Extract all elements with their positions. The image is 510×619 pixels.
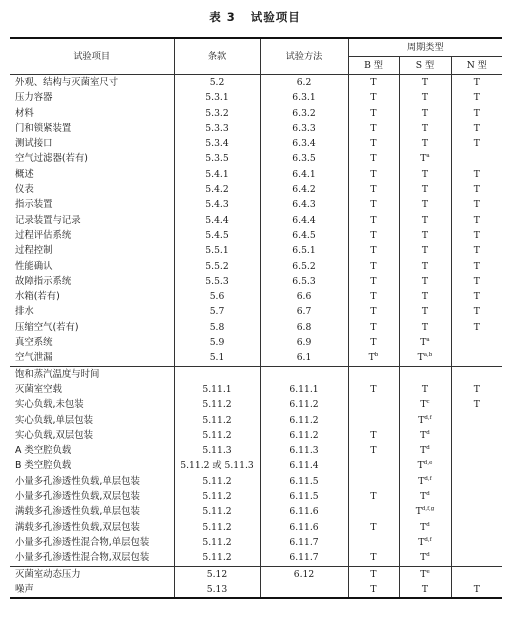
cell-type-b: T — [348, 582, 399, 598]
cell-type-b: T — [348, 489, 399, 504]
footnote-marker: d,e — [423, 460, 433, 467]
cell-type-n: T — [451, 90, 502, 105]
cell-test-item: 记录装置与记录 — [15, 214, 81, 226]
cell-type-s: $T^d$ — [399, 520, 451, 535]
header-type-s: S 型 — [399, 57, 451, 75]
cell-test-method: 6.9 — [260, 335, 348, 350]
cell-test-method: 6.7 — [260, 304, 348, 319]
cell-type-n: T — [451, 182, 502, 197]
table-row — [10, 228, 502, 243]
footnote-marker: a — [426, 337, 430, 344]
cell-type-n: T — [451, 106, 502, 121]
table-row — [10, 75, 502, 91]
cell-test-method: 6.11.5 — [260, 489, 348, 504]
table-row — [10, 382, 502, 397]
cell-type-b: T — [348, 443, 399, 458]
cell-type-n: T — [451, 243, 502, 258]
cell-test-method — [260, 366, 348, 382]
cell-type-s: T$^{a,b}$ — [399, 350, 451, 366]
table-row — [10, 121, 502, 136]
cell-type-s: T$^{d,f,g}$ — [399, 504, 451, 519]
cell-type-n: T — [451, 197, 502, 212]
cell-type-s: T — [399, 304, 451, 319]
cell-test-method: 6.3.3 — [260, 121, 348, 136]
cell-clause: 5.11.2 或 5.11.3 — [174, 458, 260, 473]
cell-clause — [174, 366, 260, 382]
cell-type-s: T — [399, 243, 451, 258]
table-row — [10, 320, 502, 335]
cell-test-method: 6.11.6 — [260, 520, 348, 535]
cell-type-n: T — [451, 382, 502, 397]
cell-type-b — [348, 413, 399, 428]
cell-type-b: T — [348, 167, 399, 182]
cell-test-method: 6.3.1 — [260, 90, 348, 105]
cell-test-item: 性能确认 — [15, 260, 53, 272]
footnote-marker: a,b — [423, 352, 433, 359]
cell-clause: 5.3.1 — [174, 90, 260, 105]
table-row — [10, 428, 502, 443]
cell-test-item: 实心负载,单层包装 — [15, 414, 93, 426]
cell-clause: 5.6 — [174, 289, 260, 304]
cell-type-s: $T^e$ — [399, 566, 451, 582]
cell-type-b: T — [348, 335, 399, 350]
cell-type-b: T — [348, 151, 399, 166]
cell-type-n — [451, 504, 502, 519]
cell-test-method: 6.11.3 — [260, 443, 348, 458]
cell-type-n — [451, 335, 502, 350]
footnote-marker: d — [426, 445, 430, 452]
cell-clause: 5.12 — [174, 566, 260, 582]
cell-type-n — [451, 566, 502, 582]
cell-type-b: T — [348, 90, 399, 105]
cell-test-item: 门和锁紧装置 — [15, 122, 72, 134]
cell-type-b: T — [348, 106, 399, 121]
cell-type-s: $T^c$ — [399, 397, 451, 412]
cell-test-item: 灭菌室空载 — [15, 383, 62, 395]
table-row — [10, 489, 502, 504]
cell-test-item: 空气过滤器(若有) — [15, 153, 88, 165]
test-items-table — [10, 37, 502, 599]
footnote-marker: d — [426, 429, 430, 436]
cell-test-item: 噪声 — [10, 582, 174, 598]
cell-test-item: 故障指示系统 — [15, 275, 72, 287]
cell-type-n: T — [451, 167, 502, 182]
cell-test-method: 6.11.7 — [260, 535, 348, 550]
cell-type-n — [451, 428, 502, 443]
table-row — [10, 136, 502, 151]
cell-test-method: 6.11.1 — [260, 382, 348, 397]
cell-type-s: T$^{d,e}$ — [399, 458, 451, 473]
cell-type-s: T — [399, 382, 451, 397]
table-row — [10, 443, 502, 458]
table-row — [10, 582, 502, 598]
cell-type-b — [348, 535, 399, 550]
cell-clause: 5.8 — [174, 320, 260, 335]
header-type-b: B 型 — [348, 57, 399, 75]
cell-test-method: 6.6 — [260, 289, 348, 304]
footnote-marker: d — [426, 521, 430, 528]
footnote-marker: d,f — [424, 536, 432, 543]
cell-type-s: T — [399, 228, 451, 243]
table-row — [10, 535, 502, 550]
cell-type-n: T — [451, 75, 502, 91]
cell-type-n: T — [451, 121, 502, 136]
cell-clause: 5.11.1 — [174, 382, 260, 397]
table-row — [10, 106, 502, 121]
cell-test-item: 空气泄漏 — [15, 352, 53, 364]
cell-clause: 5.4.4 — [174, 213, 260, 228]
cell-type-b: T — [348, 382, 399, 397]
cell-type-n: T — [451, 320, 502, 335]
table-body — [10, 75, 502, 599]
table-row — [10, 366, 502, 382]
table-row — [10, 335, 502, 350]
cell-test-method: 6.2 — [260, 75, 348, 91]
cell-test-item: 过程评估系统 — [15, 229, 72, 241]
cell-type-n: T — [451, 582, 502, 598]
cell-test-item: 水箱(若有) — [15, 291, 60, 303]
cell-clause: 5.11.2 — [174, 474, 260, 489]
cell-test-item: 指示装置 — [15, 199, 53, 211]
cell-test-method: 6.4.5 — [260, 228, 348, 243]
cell-type-n: T — [451, 213, 502, 228]
table-row — [10, 90, 502, 105]
table-row — [10, 213, 502, 228]
cell-test-method: 6.4.1 — [260, 167, 348, 182]
cell-type-n — [451, 535, 502, 550]
cell-test-method: 6.5.3 — [260, 274, 348, 289]
table-row — [10, 182, 502, 197]
cell-type-n — [451, 520, 502, 535]
table-row — [10, 151, 502, 166]
cell-test-item: 小量多孔渗透性负载,双层包装 — [15, 491, 140, 503]
cell-test-item: 排水 — [15, 306, 34, 318]
cell-test-item: 实心负载,双层包装 — [15, 429, 93, 441]
cell-type-s: T — [399, 75, 451, 91]
cell-type-b: T — [348, 182, 399, 197]
table-row — [10, 197, 502, 212]
table-row — [10, 566, 502, 582]
cell-test-item: 真空系统 — [15, 337, 53, 349]
cell-clause: 5.7 — [174, 304, 260, 319]
cell-type-b — [348, 504, 399, 519]
cell-test-method: 6.3.5 — [260, 151, 348, 166]
cell-type-b: $T^b$ — [348, 350, 399, 366]
cell-test-method: 6.11.2 — [260, 428, 348, 443]
cell-type-n: T — [451, 304, 502, 319]
table-row — [10, 167, 502, 182]
cell-type-s: T — [399, 182, 451, 197]
footnote-marker: d,f — [424, 414, 432, 421]
table-row — [10, 474, 502, 489]
cell-type-b — [348, 397, 399, 412]
cell-clause: 5.11.2 — [174, 428, 260, 443]
cell-clause: 5.11.2 — [174, 413, 260, 428]
cell-type-n: T — [451, 397, 502, 412]
cell-clause: 5.1 — [174, 350, 260, 366]
cell-type-b: T — [348, 228, 399, 243]
cell-test-item: 灭菌室动态压力 — [10, 566, 174, 582]
cell-type-s: T — [399, 90, 451, 105]
cell-type-b: T — [348, 566, 399, 582]
cell-clause: 5.4.2 — [174, 182, 260, 197]
table-row — [10, 550, 502, 566]
cell-test-method: 6.11.6 — [260, 504, 348, 519]
cell-test-method: 6.4.3 — [260, 197, 348, 212]
cell-clause: 5.11.2 — [174, 550, 260, 566]
cell-type-n — [451, 550, 502, 566]
cell-type-s: $T^a$ — [399, 151, 451, 166]
cell-type-b — [348, 366, 399, 382]
cell-clause: 5.4.5 — [174, 228, 260, 243]
cell-type-s: T — [399, 121, 451, 136]
cell-type-s: T — [399, 289, 451, 304]
cell-clause: 5.11.3 — [174, 443, 260, 458]
cell-type-s: T — [399, 106, 451, 121]
cell-type-s: $T^a$ — [399, 335, 451, 350]
cell-test-item: 仪表 — [15, 184, 34, 196]
cell-clause: 5.11.2 — [174, 489, 260, 504]
cell-clause: 5.5.2 — [174, 259, 260, 274]
cell-clause: 5.11.2 — [174, 397, 260, 412]
cell-test-item: B 类空腔负载 — [15, 460, 72, 472]
cell-type-b: T — [348, 428, 399, 443]
cell-test-item: 压缩空气(若有) — [15, 321, 79, 333]
cell-test-method: 6.4.4 — [260, 213, 348, 228]
cell-test-method: 6.11.7 — [260, 550, 348, 566]
cell-type-s: $T^d$ — [399, 428, 451, 443]
table-row — [10, 243, 502, 258]
cell-type-n — [451, 151, 502, 166]
cell-type-b — [348, 474, 399, 489]
cell-test-item: 小量多孔渗透性混合物,单层包装 — [15, 536, 150, 548]
cell-type-s: T — [399, 197, 451, 212]
cell-clause: 5.5.1 — [174, 243, 260, 258]
cell-type-s: T — [399, 274, 451, 289]
cell-type-b: T — [348, 550, 399, 566]
footnote-marker: d,f,g — [421, 506, 435, 513]
cell-test-item: 满载多孔渗透性负载,单层包装 — [15, 506, 140, 518]
cell-test-item: 实心负载,未包装 — [15, 399, 84, 411]
cell-type-s: T — [399, 136, 451, 151]
cell-test-method — [260, 582, 348, 598]
cell-type-b: T — [348, 289, 399, 304]
cell-type-b: T — [348, 304, 399, 319]
footnote-marker: e — [426, 568, 430, 575]
cell-type-b: T — [348, 136, 399, 151]
cell-test-item: 过程控制 — [15, 245, 53, 257]
cell-type-n: T — [451, 136, 502, 151]
cell-type-n: T — [451, 228, 502, 243]
cell-test-method: 6.3.4 — [260, 136, 348, 151]
cell-type-b: T — [348, 259, 399, 274]
cell-type-b: T — [348, 320, 399, 335]
footnote-marker: b — [374, 352, 379, 359]
cell-clause: 5.4.3 — [174, 197, 260, 212]
cell-clause: 5.2 — [174, 75, 260, 91]
cell-type-s: $T^d$ — [399, 489, 451, 504]
footnote-marker: c — [426, 399, 430, 406]
cell-test-method: 6.12 — [260, 566, 348, 582]
cell-clause: 5.4.1 — [174, 167, 260, 182]
table-title: 试验项目 — [250, 10, 301, 24]
footnote-marker: d — [426, 552, 430, 559]
table-row — [10, 289, 502, 304]
cell-test-item: A 类空腔负载 — [15, 445, 72, 457]
cell-test-method: 6.5.1 — [260, 243, 348, 258]
footnote-marker: d — [426, 491, 430, 498]
cell-test-item: 满载多孔渗透性负载,双层包装 — [15, 521, 140, 533]
cell-type-b: T — [348, 197, 399, 212]
table-header — [10, 38, 502, 75]
cell-clause: 5.11.2 — [174, 535, 260, 550]
cell-type-n — [451, 350, 502, 366]
cell-type-s: $T^d$ — [399, 443, 451, 458]
cell-type-n: T — [451, 274, 502, 289]
table-row — [10, 259, 502, 274]
cell-test-method: 6.3.2 — [260, 106, 348, 121]
cell-test-item: 压力容器 — [15, 92, 53, 104]
cell-test-method: 6.1 — [260, 350, 348, 366]
header-test-item: 试验项目 — [10, 38, 174, 75]
cell-clause: 5.11.2 — [174, 504, 260, 519]
cell-type-b: T — [348, 243, 399, 258]
cell-type-n — [451, 366, 502, 382]
table-row — [10, 304, 502, 319]
cell-test-method: 6.11.4 — [260, 458, 348, 473]
header-type-n: N 型 — [451, 57, 502, 75]
cell-type-b: T — [348, 274, 399, 289]
cell-type-b: T — [348, 213, 399, 228]
footnote-marker: d,f — [424, 475, 432, 482]
cell-type-n — [451, 474, 502, 489]
table-row — [10, 413, 502, 428]
cell-test-method: 6.8 — [260, 320, 348, 335]
cell-test-item: 小量多孔渗透性混合物,双层包装 — [15, 552, 150, 564]
cell-type-s: T$^{d,f}$ — [399, 413, 451, 428]
table-row — [10, 350, 502, 366]
cell-test-method: 6.5.2 — [260, 259, 348, 274]
cell-clause: 5.13 — [174, 582, 260, 598]
cell-type-b: T — [348, 75, 399, 91]
cell-test-item: 外观、结构与灭菌室尺寸 — [15, 77, 119, 88]
cell-type-n — [451, 458, 502, 473]
cell-test-method: 6.11.5 — [260, 474, 348, 489]
cell-clause: 5.11.2 — [174, 520, 260, 535]
cell-type-s — [399, 366, 451, 382]
cell-test-item: 测试接口 — [15, 138, 53, 150]
cell-type-s: T — [399, 259, 451, 274]
footnote-marker: a — [426, 153, 430, 160]
cell-type-n — [451, 413, 502, 428]
cell-type-n — [451, 443, 502, 458]
cell-test-method: 6.4.2 — [260, 182, 348, 197]
cell-clause: 5.9 — [174, 335, 260, 350]
cell-type-s: T — [399, 213, 451, 228]
cell-type-n — [451, 489, 502, 504]
cell-test-item: 饱和蒸汽温度与时间 — [10, 366, 174, 382]
cell-clause: 5.5.3 — [174, 274, 260, 289]
cell-test-item: 小量多孔渗透性负载,单层包装 — [15, 475, 140, 487]
cell-type-s: T — [399, 582, 451, 598]
cell-type-n: T — [451, 289, 502, 304]
table-row — [10, 274, 502, 289]
cell-test-method: 6.11.2 — [260, 413, 348, 428]
header-test-method: 试验方法 — [260, 38, 348, 75]
cell-type-n: T — [451, 259, 502, 274]
cell-test-method: 6.11.2 — [260, 397, 348, 412]
header-clause: 条款 — [174, 38, 260, 75]
cell-type-s: $T^d$ — [399, 550, 451, 566]
cell-test-item: 材料 — [15, 107, 34, 119]
cell-type-b — [348, 458, 399, 473]
cell-clause: 5.3.4 — [174, 136, 260, 151]
table-caption — [0, 9, 510, 25]
cell-type-b: T — [348, 121, 399, 136]
table-row — [10, 520, 502, 535]
table-row — [10, 397, 502, 412]
cell-clause: 5.3.5 — [174, 151, 260, 166]
cell-clause: 5.3.2 — [174, 106, 260, 121]
table-row — [10, 504, 502, 519]
cell-type-s: T — [399, 320, 451, 335]
table-row — [10, 458, 502, 473]
cell-type-s: T$^{d,f}$ — [399, 535, 451, 550]
header-period-type: 周期类型 — [348, 38, 502, 57]
cell-type-b: T — [348, 520, 399, 535]
cell-type-s: T$^{d,f}$ — [399, 474, 451, 489]
table-number: 表 3 — [209, 10, 236, 24]
cell-test-item: 概述 — [15, 168, 34, 180]
cell-type-s: T — [399, 167, 451, 182]
cell-clause: 5.3.3 — [174, 121, 260, 136]
